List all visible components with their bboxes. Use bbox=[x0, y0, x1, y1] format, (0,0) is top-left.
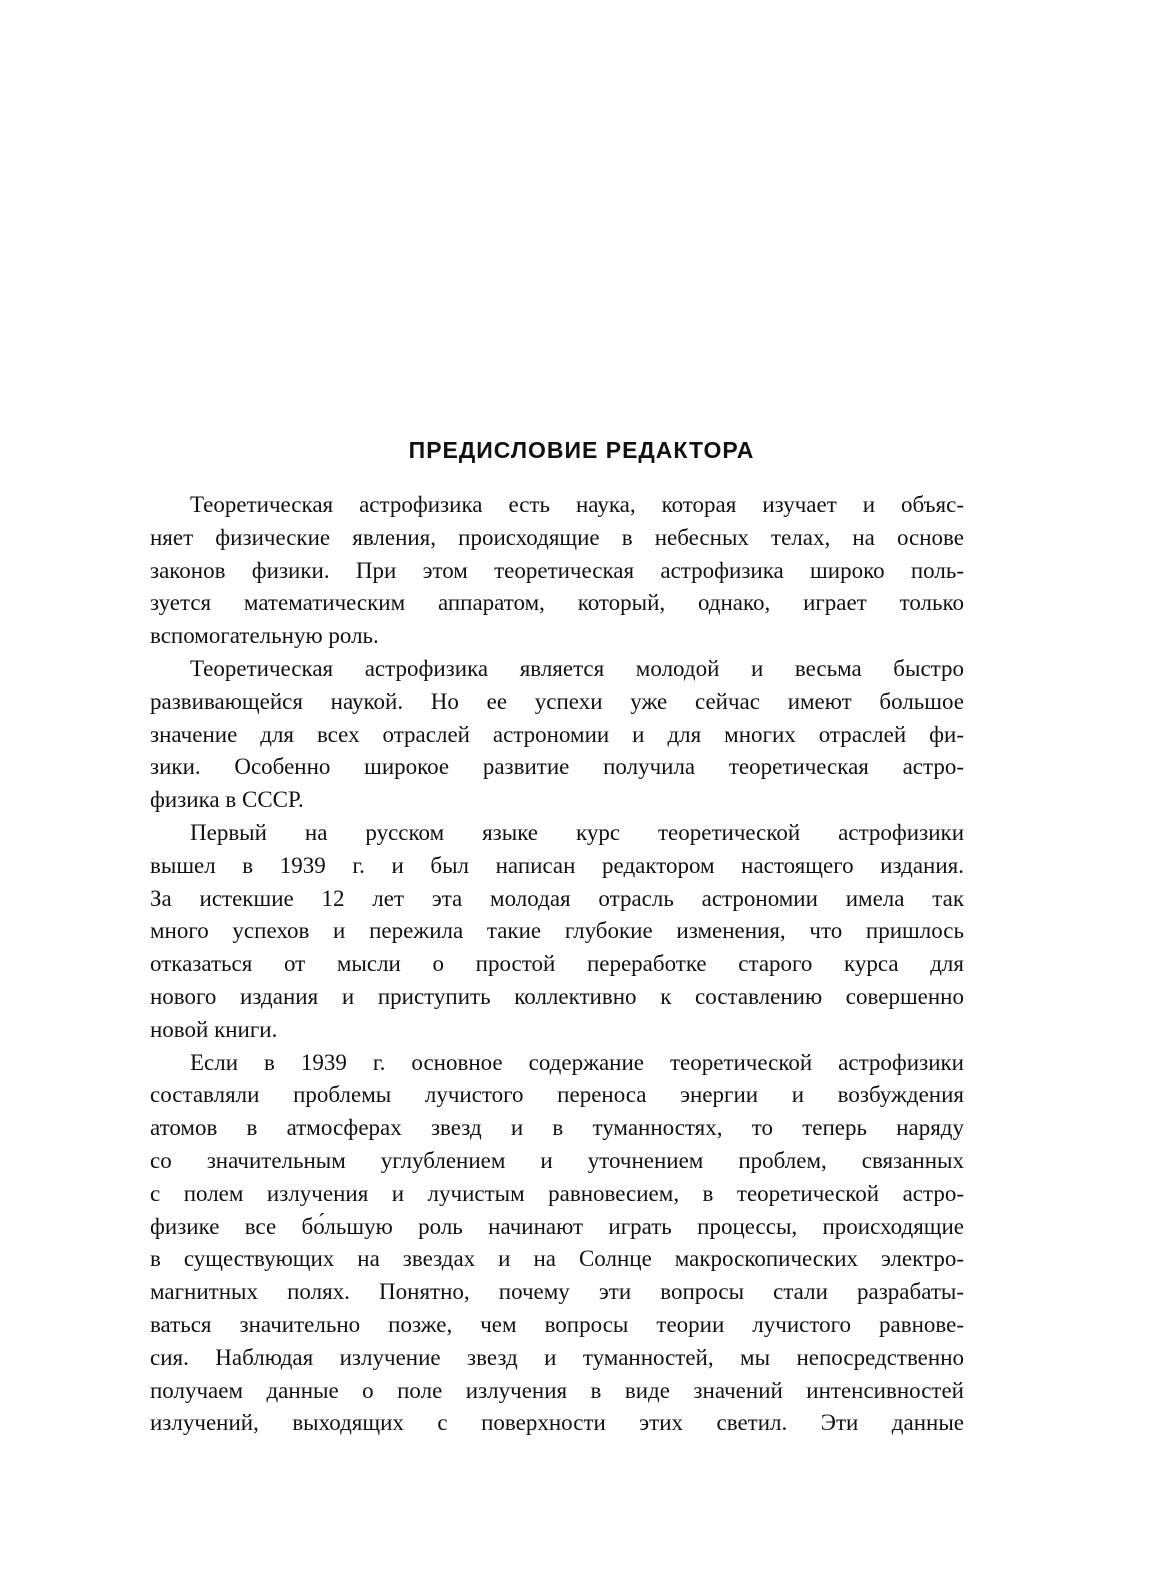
text-line: Теоретическая астрофизика есть наука, которая изучает и объяс- bbox=[190, 492, 964, 517]
text-line: Теоретическая астрофизика является молодой и весьма быстро bbox=[190, 655, 964, 681]
text-line: вспомогательную роль. bbox=[150, 623, 379, 649]
text-line: законов физики. При этом теоретическая астрофизика широко поль- bbox=[150, 557, 964, 583]
page-title: ПРЕДИСЛОВИЕ РЕДАКТОРА bbox=[408, 437, 755, 463]
text-line: магнитных полях. Понятно, почему эти вопросы стали разрабаты- bbox=[150, 1279, 964, 1305]
text-line: ваться значительно позже, чем вопросы теории лучистого равнове- bbox=[150, 1311, 964, 1337]
body-text bbox=[150, 489, 964, 1440]
text-line: развивающейся наукой. Но ее успехи уже сейчас имеют большое bbox=[150, 688, 964, 714]
text-line: физике все бо́льшую роль начинают играть процессы, происходящие bbox=[150, 1213, 964, 1239]
text-line: Первый на русском языке курс теоретической астрофизики bbox=[190, 819, 964, 845]
paragraph bbox=[150, 1047, 964, 1441]
text-line: Если в 1939 г. основное содержание теоретической астрофизики bbox=[190, 1049, 964, 1075]
text-line: зики. Особенно широкое развитие получила теоретическая астро- bbox=[150, 754, 964, 780]
text-line: значение для всех отраслей астрономии и для многих отраслей фи- bbox=[150, 721, 964, 747]
text-line: получаем данные о поле излучения в виде значений интенсивностей bbox=[150, 1377, 964, 1403]
text-line: со значительным углублением и уточнением проблем, связанных bbox=[150, 1147, 964, 1173]
text-line: зуется математическим аппаратом, который, однако, играет только bbox=[150, 590, 964, 616]
text-line: физика в СССР. bbox=[150, 787, 304, 813]
text-line: отказаться от мысли о простой переработке старого курса для bbox=[150, 951, 964, 977]
text-line: нового издания и приступить коллективно к составлению совершенно bbox=[150, 983, 964, 1009]
text-line: За истекшие 12 лет эта молодая отрасль астрономии имела так bbox=[150, 885, 964, 911]
paragraph bbox=[150, 817, 964, 1047]
paragraph bbox=[150, 653, 964, 817]
text-line: атомов в атмосферах звезд и в туманностях, то теперь наряду bbox=[150, 1115, 964, 1141]
text-line: в существующих на звездах и на Солнце макроскопических электро- bbox=[150, 1246, 964, 1272]
text-line: сия. Наблюдая излучение звезд и туманностей, мы непосредственно bbox=[150, 1344, 964, 1370]
text-line: много успехов и пережила такие глубокие изменения, что пришлось bbox=[150, 918, 964, 944]
paragraph bbox=[150, 489, 964, 653]
text-line: составляли проблемы лучистого переноса энергии и возбуждения bbox=[150, 1082, 964, 1108]
text-line: вышел в 1939 г. и был написан редактором настоящего издания. bbox=[150, 852, 964, 878]
text-line: няет физические явления, происходящие в небесных телах, на основе bbox=[150, 524, 964, 550]
text-line: новой книги. bbox=[150, 1016, 278, 1042]
text-line: с полем излучения и лучистым равновесием, в теоретической астро- bbox=[150, 1180, 964, 1206]
text-line: излучений, выходящих с поверхности этих светил. Эти данные bbox=[150, 1410, 964, 1436]
